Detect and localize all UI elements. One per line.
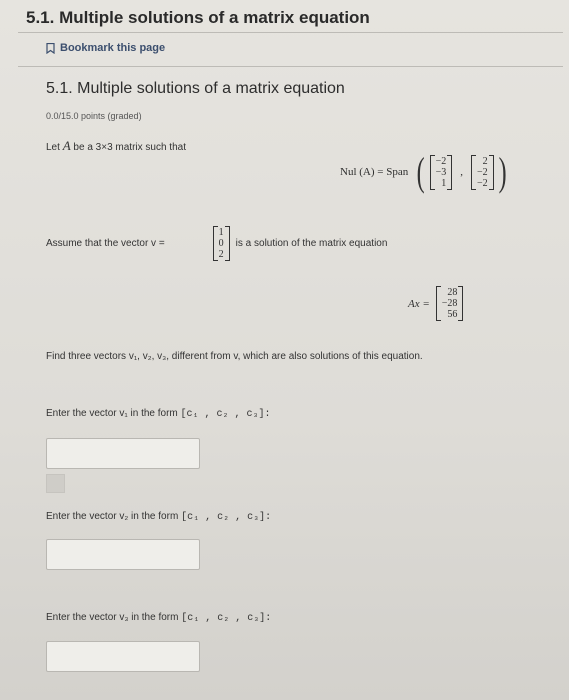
v-vector — [213, 226, 230, 261]
title-divider — [18, 32, 563, 33]
bookmark-label: Bookmark this page — [60, 42, 166, 54]
v-entry: 1 — [218, 227, 224, 238]
right-paren: ) — [498, 149, 507, 194]
input-1-form: [c₁ , c₂ , c₃]: — [180, 409, 271, 420]
ax-label: Ax = — [408, 297, 430, 310]
nul-vec1-entry: −3 — [435, 166, 447, 178]
left-paren: ( — [416, 149, 425, 194]
input-1-label — [46, 408, 271, 420]
problem-title: 5.1. Multiple solutions of a matrix equation — [46, 80, 345, 97]
intro-suffix: be a 3×3 matrix such that — [73, 142, 186, 153]
points-label: 0.0/15.0 points (graded) — [46, 111, 142, 121]
assume-vector-row — [46, 226, 387, 261]
solution-text: is a solution of the matrix equation — [235, 238, 388, 249]
assume-text: Assume that the vector v = — [46, 238, 165, 249]
v1-status-indicator — [46, 474, 65, 493]
b-entry: −28 — [441, 298, 458, 309]
input-3-label-text: Enter the vector v₃ in the form — [46, 612, 179, 623]
null-space-equation — [340, 149, 509, 194]
bookmark-icon — [46, 43, 55, 54]
v-entry: 2 — [218, 249, 224, 260]
intro-prefix: Let — [46, 142, 60, 153]
problem-intro — [46, 138, 186, 154]
nul-vector-2 — [471, 155, 494, 190]
input-2-form: [c₁ , c₂ , c₃]: — [181, 512, 272, 523]
input-1-label-text: Enter the vector v₁ in the form — [46, 408, 178, 419]
input-2-label-text: Enter the vector v₂ in the form — [46, 511, 179, 522]
b-vector — [436, 286, 464, 321]
input-3-label — [46, 612, 271, 624]
v1-input[interactable] — [46, 438, 200, 469]
bookmark-divider — [18, 66, 563, 67]
input-3-form: [c₁ , c₂ , c₃]: — [181, 613, 272, 624]
input-2-label — [46, 511, 271, 523]
v3-input[interactable] — [46, 641, 200, 672]
nul-vec1-entry: −2 — [435, 155, 447, 167]
intro-var: A — [62, 138, 71, 153]
find-instructions: Find three vectors v₁, v₂, v₃, different from v, which are also solutions of this equation. — [46, 351, 423, 362]
b-entry: 28 — [447, 287, 458, 298]
nul-vec2-entry: −2 — [476, 177, 488, 189]
v2-input[interactable] — [46, 539, 200, 570]
v-entry: 0 — [218, 238, 224, 249]
bookmark-button[interactable] — [46, 42, 165, 54]
nul-separator: , — [460, 166, 463, 178]
nul-vector-1 — [430, 155, 453, 190]
nul-label: Nul (A) = Span — [340, 166, 409, 178]
nul-vec2-entry: −2 — [476, 166, 488, 178]
ax-equation — [408, 286, 463, 321]
nul-vec1-entry: 1 — [441, 177, 447, 189]
page-title: 5.1. Multiple solutions of a matrix equation — [26, 8, 370, 27]
b-entry: 56 — [447, 309, 458, 320]
nul-vec2-entry: 2 — [482, 155, 488, 167]
